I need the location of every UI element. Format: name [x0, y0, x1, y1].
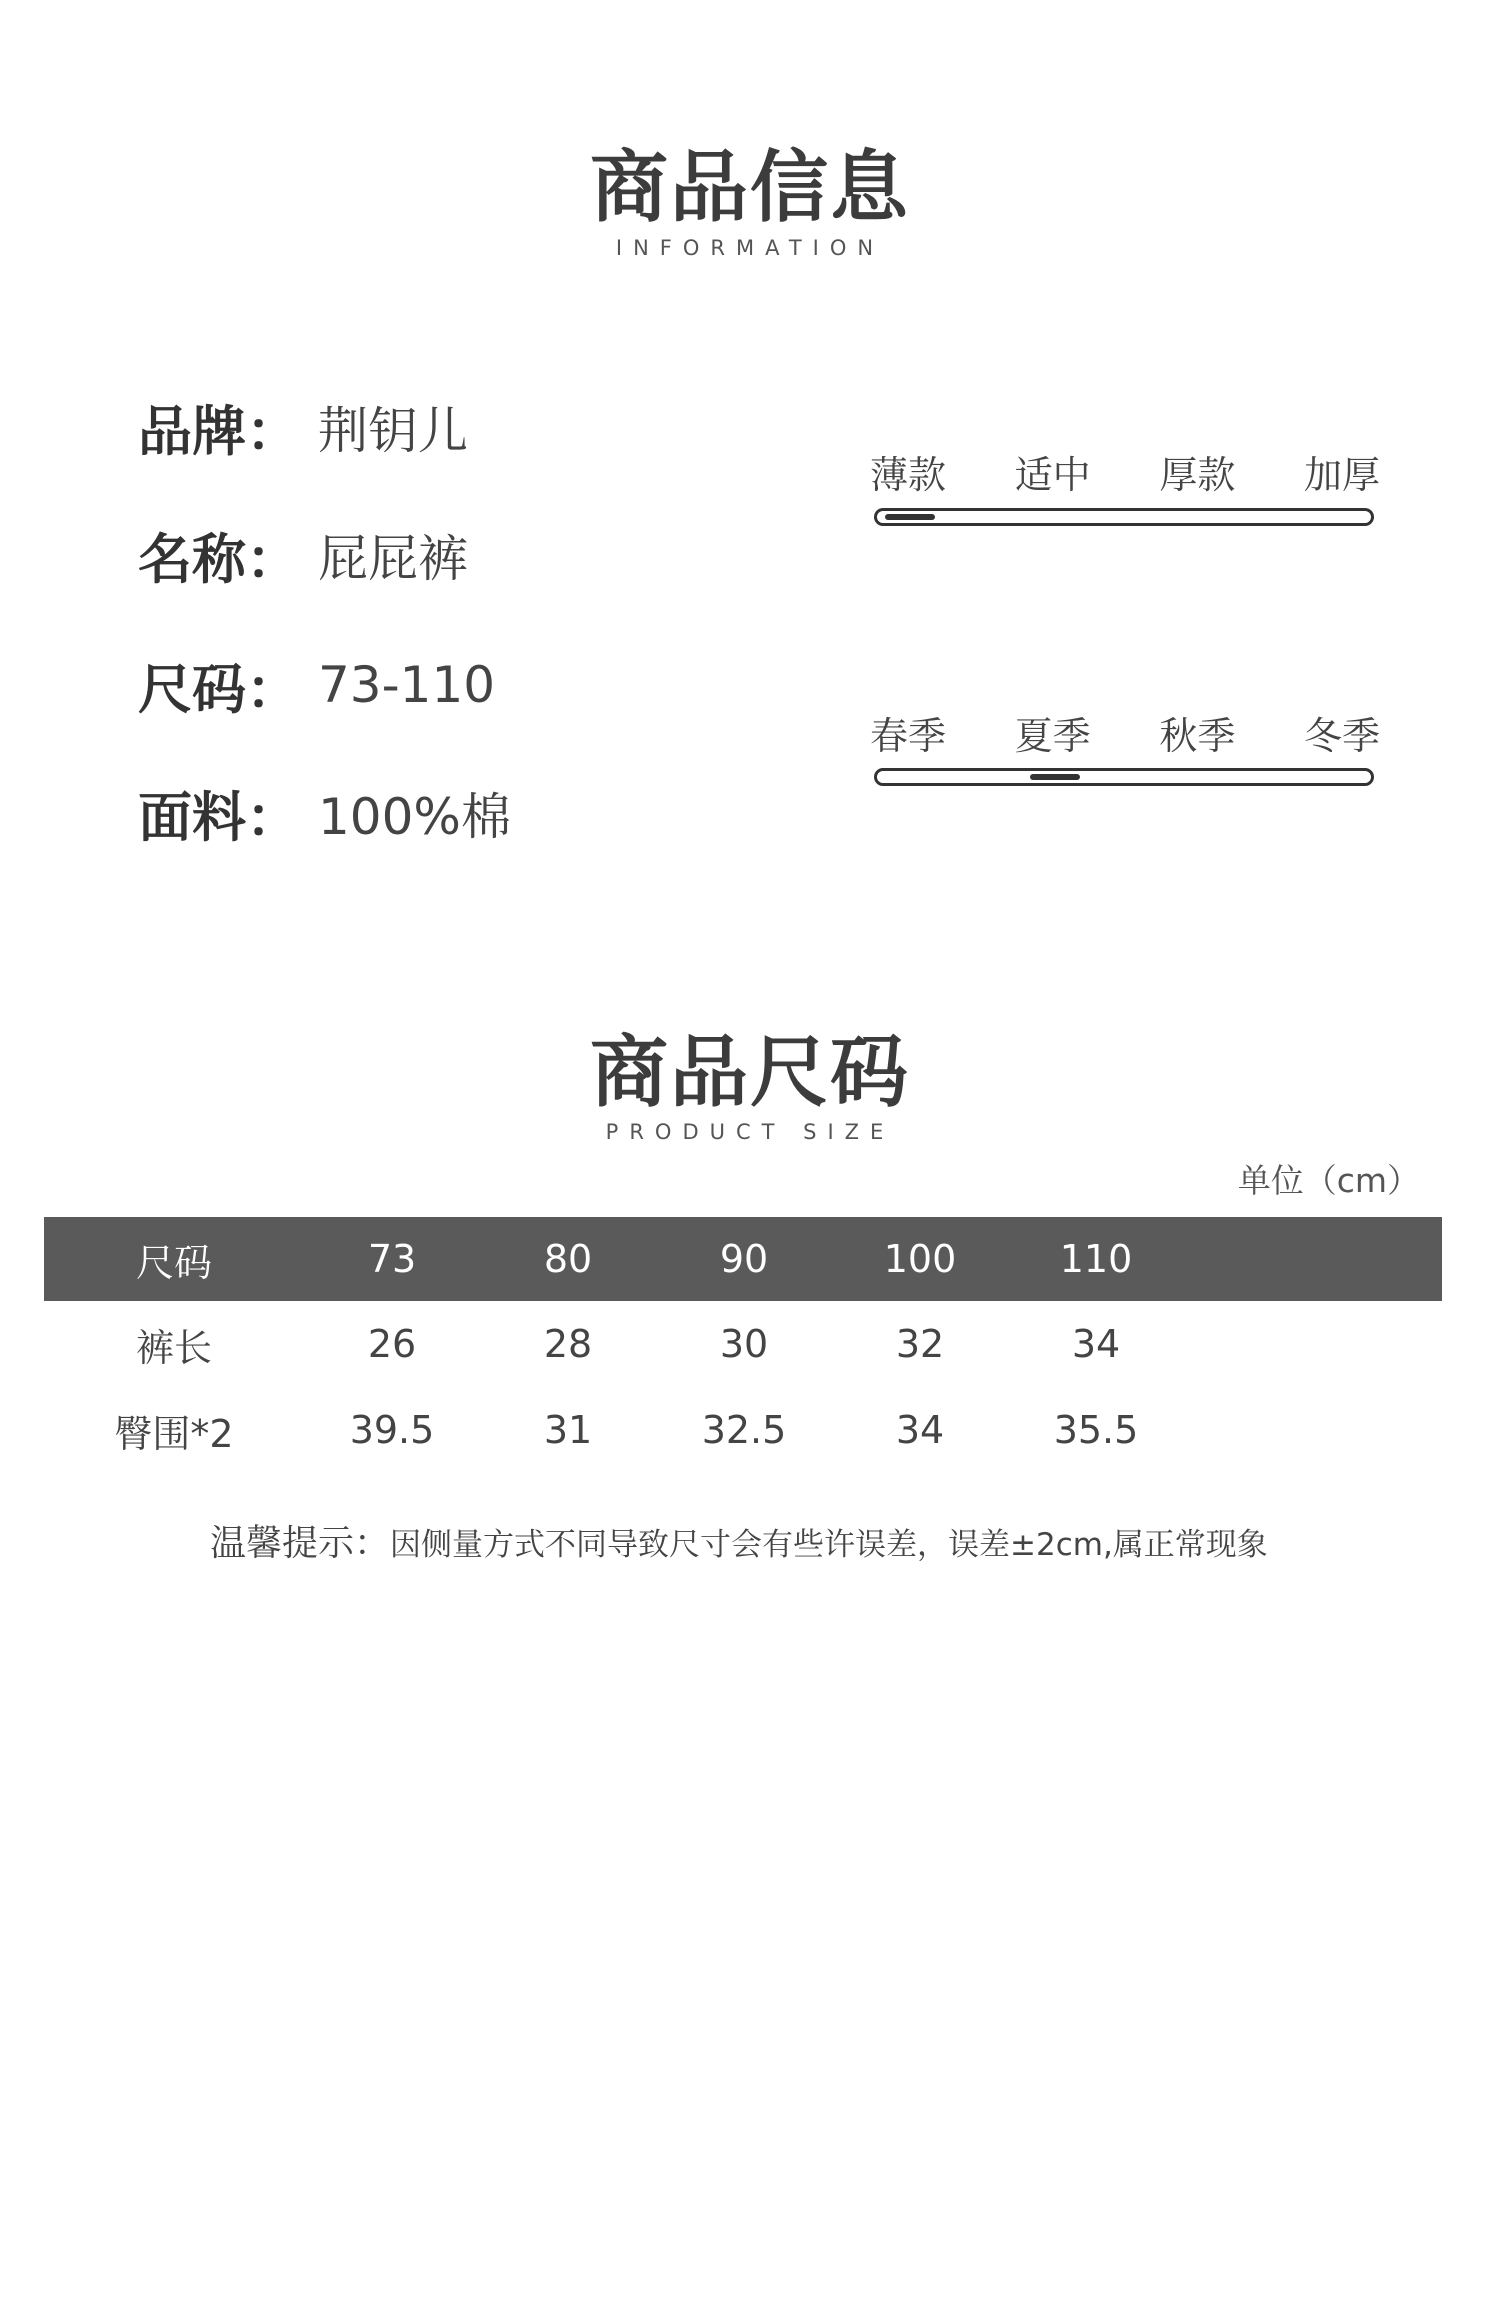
table-cell: 32	[895, 1322, 945, 1366]
info-subtitle: INFORMATION	[615, 236, 885, 260]
info-row-fabric	[138, 778, 511, 848]
table-cell: 裤长	[135, 1325, 212, 1370]
table-row	[44, 1301, 1442, 1387]
table-cell: 26	[367, 1322, 417, 1366]
size-subtitle: PRODUCT SIZE	[605, 1120, 895, 1144]
size-label: 尺码：	[138, 657, 300, 721]
table-spacer	[1184, 1387, 1442, 1473]
table-row	[44, 1387, 1442, 1473]
thickness-scale-labels	[870, 444, 1380, 499]
info-title: 商品信息	[589, 143, 910, 233]
name-value: 屁屁裤	[318, 530, 468, 588]
season-option: 春季	[870, 714, 947, 758]
season-scale-track	[874, 768, 1374, 786]
season-scale-marker	[1030, 774, 1080, 780]
thickness-option: 适中	[1014, 453, 1091, 497]
tip-note	[210, 1515, 1268, 1566]
thickness-scale-track	[874, 508, 1374, 526]
thickness-scale-marker	[885, 514, 935, 520]
header-cell: 110	[1008, 1217, 1184, 1301]
table-cell: 32.5	[701, 1408, 787, 1452]
brand-value: 荆钥儿	[318, 402, 468, 460]
size-table	[44, 1217, 1442, 1473]
header-spacer	[1184, 1217, 1442, 1301]
table-cell: 39.5	[349, 1408, 435, 1452]
thickness-option: 薄款	[870, 453, 947, 497]
info-row-name	[138, 520, 468, 590]
size-table-header	[44, 1217, 1442, 1301]
size-title: 商品尺码	[589, 1028, 910, 1118]
unit-label: 单位（cm）	[1237, 1161, 1420, 1200]
table-cell: 31	[543, 1408, 593, 1452]
fabric-value: 100%棉	[318, 788, 511, 846]
season-option: 秋季	[1159, 714, 1236, 758]
table-cell: 34	[895, 1408, 945, 1452]
table-cell: 30	[719, 1322, 769, 1366]
info-row-brand	[138, 392, 468, 462]
table-cell: 35.5	[1053, 1408, 1139, 1452]
season-option: 夏季	[1014, 714, 1091, 758]
name-label: 名称：	[138, 527, 300, 591]
thickness-option: 加厚	[1303, 453, 1380, 497]
header-cell: 73	[304, 1217, 480, 1301]
season-option: 冬季	[1303, 714, 1380, 758]
tip-label: 温馨提示：	[210, 1523, 391, 1564]
header-cell: 100	[832, 1217, 1008, 1301]
thickness-option: 厚款	[1159, 453, 1236, 497]
tip-text: 因侧量方式不同导致尺寸会有些许误差，误差±2cm,属正常现象	[390, 1527, 1268, 1563]
fabric-label: 面料：	[138, 785, 300, 849]
info-row-size	[138, 650, 495, 720]
brand-label: 品牌：	[138, 399, 300, 463]
size-value: 73-110	[318, 656, 496, 714]
table-cell: 34	[1071, 1322, 1121, 1366]
season-scale-labels	[870, 705, 1380, 760]
table-cell: 28	[543, 1322, 593, 1366]
header-cell: 尺码	[44, 1217, 304, 1301]
table-cell: 臀围*2	[114, 1411, 234, 1456]
table-spacer	[1184, 1301, 1442, 1387]
header-cell: 80	[480, 1217, 656, 1301]
header-cell: 90	[656, 1217, 832, 1301]
